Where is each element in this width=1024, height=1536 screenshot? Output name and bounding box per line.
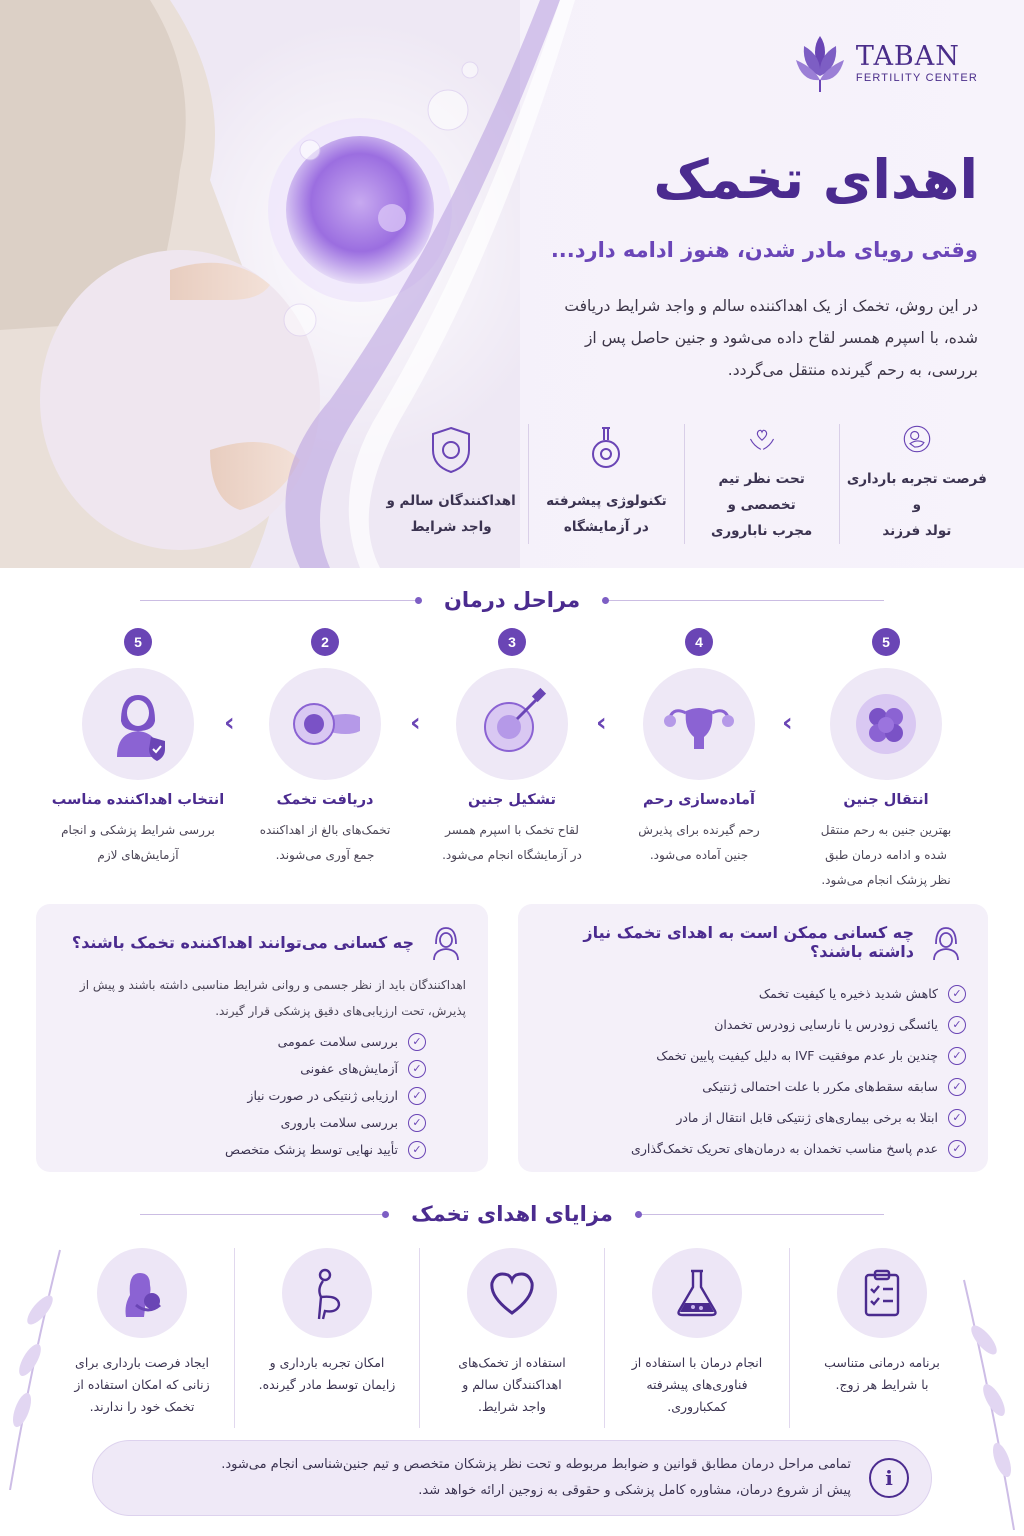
step-number: 3: [498, 628, 526, 656]
need-list: [540, 978, 966, 1164]
list-item: ✓ یائسگی زودرس یا نارسایی زودرس تخمدان: [540, 1009, 966, 1040]
lab-gear-icon: [580, 424, 632, 476]
check-circle-icon: ✓: [408, 1033, 426, 1051]
step-number: 4: [685, 628, 713, 656]
step-title: تشکیل جنین: [468, 792, 556, 808]
chevron-left-icon: ‹: [224, 708, 235, 738]
shield-icon: [425, 424, 477, 476]
list-item: ✓ چندین بار عدم موفقیت IVF به دلیل کیفیت پایین تخمک: [540, 1040, 966, 1071]
check-circle-icon: ✓: [948, 1047, 966, 1065]
divider-line: [635, 1214, 884, 1215]
step-icon-circle: [456, 668, 568, 780]
step-item: [424, 628, 600, 868]
hero-description: در این روش، تخمک از یک اهداکننده سالم و واجد شرایط دریافت شده، با اسپرم همسر لقاح داده می‌شود و جنین حاصل پس از بررسی، به رحم گیرنده منتقل می‌گردد.: [564, 297, 978, 379]
step-icon-circle: [269, 668, 381, 780]
feature-row: [374, 424, 994, 544]
benefit-text: ایجاد فرصت بارداری برای زنانی که امکان استفاده از تخمک خود را ندارند.: [74, 1355, 210, 1414]
info-note: [92, 1440, 932, 1516]
benefit-text: برنامه درمانی متناسب با شرایط هر زوج.: [824, 1355, 940, 1392]
feature-item: [528, 424, 683, 544]
step-description: لقاح تخمک با اسپرم همسر در آزمایشگاه انجام می‌شود.: [442, 823, 582, 862]
step-item: [611, 628, 787, 868]
step-description: بهترین جنین به رحم منتقل شده و ادامه درمان طبق نظر پزشک انجام می‌شود.: [820, 823, 952, 887]
treatment-steps: [50, 628, 974, 888]
donor-list: [58, 1028, 426, 1163]
hero-banner: [0, 0, 1024, 568]
step-title: آماده‌سازی رحم: [643, 792, 755, 808]
feature-label: فرصت تجربه بارداری و تولد فرزند: [846, 471, 987, 539]
list-item: ✓ تأیید نهایی توسط پزشک متخصص: [58, 1136, 426, 1163]
brand-subtitle: FERTILITY CENTER: [855, 72, 978, 84]
donor-card-intro: اهداکنندگان باید از نظر جسمی و روانی شرایط مناسبی داشته باشند و پیش از پذیرش، تحت ارزیابی‌های دقیق پزشکی قرار گیرند.: [79, 978, 466, 1018]
brand-name: TABAN: [855, 41, 960, 72]
page-title: اهدای تخمک: [653, 148, 978, 211]
benefits-section-header: [140, 1199, 884, 1229]
step-item: [237, 628, 413, 868]
divider-line: [602, 600, 884, 601]
steps-section-header: [140, 585, 884, 615]
egg-retrieval-icon: [282, 681, 368, 767]
clipboard-icon: [854, 1265, 910, 1321]
step-number: 5: [124, 628, 152, 656]
list-item: ✓ آزمایش‌های عفونی: [58, 1055, 426, 1082]
benefit-text: انجام درمان با استفاده از فناوری‌های پیشرفته کمکباروری.: [631, 1355, 763, 1414]
divider-line: [140, 600, 422, 601]
list-item: ✓ کاهش شدید ذخیره یا کیفیت تخمک: [540, 978, 966, 1009]
heart-hands-icon: [736, 424, 788, 454]
brand-logo-block[interactable]: [794, 32, 978, 94]
list-item: ✓ ابتلا به برخی بیماری‌های ژنتیکی قابل انتقال از مادر: [540, 1102, 966, 1133]
list-item: ✓ عدم پاسخ مناسب تخمدان به درمان‌های تحریک تخمک‌گذاری: [540, 1133, 966, 1164]
embryo-transfer-icon: [843, 681, 929, 767]
step-icon-circle: [82, 668, 194, 780]
step-item: [50, 628, 226, 868]
pregnant-icon: [299, 1265, 355, 1321]
info-line-1: تمامی مراحل درمان مطابق قوانین و ضوابط مربوطه و تحت نظر پزشکان متخصص و تیم جنین‌شناسی انجام می‌شود.: [221, 1457, 851, 1472]
step-description: بررسی شرایط پزشکی و انجام آزمایش‌های لازم: [61, 823, 215, 862]
benefit-item: [604, 1248, 789, 1428]
info-icon: i: [869, 1458, 909, 1498]
info-line-2: پیش از شروع درمان، مشاوره کامل پزشکی و حقوقی به زوجین ارائه خواهد شد.: [418, 1483, 851, 1498]
step-description: تخمک‌های بالغ از اهداکننده جمع آوری می‌شوند.: [259, 823, 391, 862]
step-title: انتخاب اهداکننده مناسب: [51, 792, 225, 808]
step-icon-circle: [830, 668, 942, 780]
check-circle-icon: ✓: [948, 1078, 966, 1096]
check-circle-icon: ✓: [948, 985, 966, 1003]
step-icon-circle: [643, 668, 755, 780]
benefit-text: استفاده از تخمک‌های اهداکنندگان سالم و واجد شرایط.: [458, 1355, 566, 1414]
benefit-item: [50, 1248, 234, 1428]
benefits-section-title: مزایای اهدای تخمک: [411, 1202, 613, 1226]
lotus-logo-icon: [794, 32, 846, 94]
step-description: رحم گیرنده برای پذیرش جنین آماده می‌شود.: [638, 823, 760, 862]
feature-label: اهداکنندگان سالم و واجد شرایط: [386, 493, 516, 535]
list-item: ✓ بررسی سلامت عمومی: [58, 1028, 426, 1055]
benefits-row: [50, 1248, 974, 1428]
donor-card: [36, 904, 488, 1172]
feature-label: تحت نظر تیم تخصصی و مجرب ناباروری: [710, 471, 813, 539]
page-subtitle: وقتی رویای مادر شدن، هنوز ادامه دارد...: [550, 238, 978, 262]
fertilization-icon: [469, 681, 555, 767]
check-circle-icon: ✓: [408, 1114, 426, 1132]
step-item: [798, 628, 974, 893]
baby-icon: [891, 424, 943, 454]
heart-icon: [484, 1265, 540, 1321]
step-title: انتقال جنین: [843, 792, 929, 808]
feature-label: تکنولوژی پیشرفته در آزمایشگاه: [546, 493, 667, 535]
chevron-left-icon: ‹: [782, 708, 793, 738]
steps-section-title: مراحل درمان: [443, 588, 581, 612]
check-circle-icon: ✓: [948, 1109, 966, 1127]
need-card-title: چه کسانی ممکن است به اهدای تخمک نیاز داشته باشند؟: [583, 923, 914, 961]
check-circle-icon: ✓: [408, 1087, 426, 1105]
list-item: ✓ سابقه سقط‌های مکرر با علت احتمالی ژنتیکی: [540, 1071, 966, 1102]
check-circle-icon: ✓: [948, 1016, 966, 1034]
woman-icon: [426, 922, 466, 962]
mother-baby-icon: [114, 1265, 170, 1321]
check-circle-icon: ✓: [948, 1140, 966, 1158]
benefit-item: [789, 1248, 974, 1428]
step-number: 2: [311, 628, 339, 656]
feature-item: [839, 424, 994, 544]
donor-card-title: چه کسانی می‌توانند اهداکننده تخمک باشند؟: [71, 932, 414, 952]
woman-icon: [926, 922, 966, 962]
benefit-text: امکان تجربه بارداری و زایمان توسط مادر گیرنده.: [258, 1355, 396, 1392]
list-item: ✓ بررسی سلامت باروری: [58, 1109, 426, 1136]
divider-line: [140, 1214, 389, 1215]
check-circle-icon: ✓: [408, 1141, 426, 1159]
check-circle-icon: ✓: [408, 1060, 426, 1078]
step-title: دریافت تخمک: [276, 792, 374, 808]
benefit-item: [419, 1248, 604, 1428]
benefit-item: [234, 1248, 419, 1428]
flask-icon: [669, 1265, 725, 1321]
donor-icon: [95, 681, 181, 767]
list-item: ✓ ارزیابی ژنتیکی در صورت نیاز: [58, 1082, 426, 1109]
chevron-left-icon: ‹: [596, 708, 607, 738]
feature-item: [374, 424, 528, 544]
need-card: [518, 904, 988, 1172]
step-number: 5: [872, 628, 900, 656]
uterus-icon: [656, 681, 742, 767]
chevron-left-icon: ‹: [410, 708, 421, 738]
feature-item: [684, 424, 839, 544]
